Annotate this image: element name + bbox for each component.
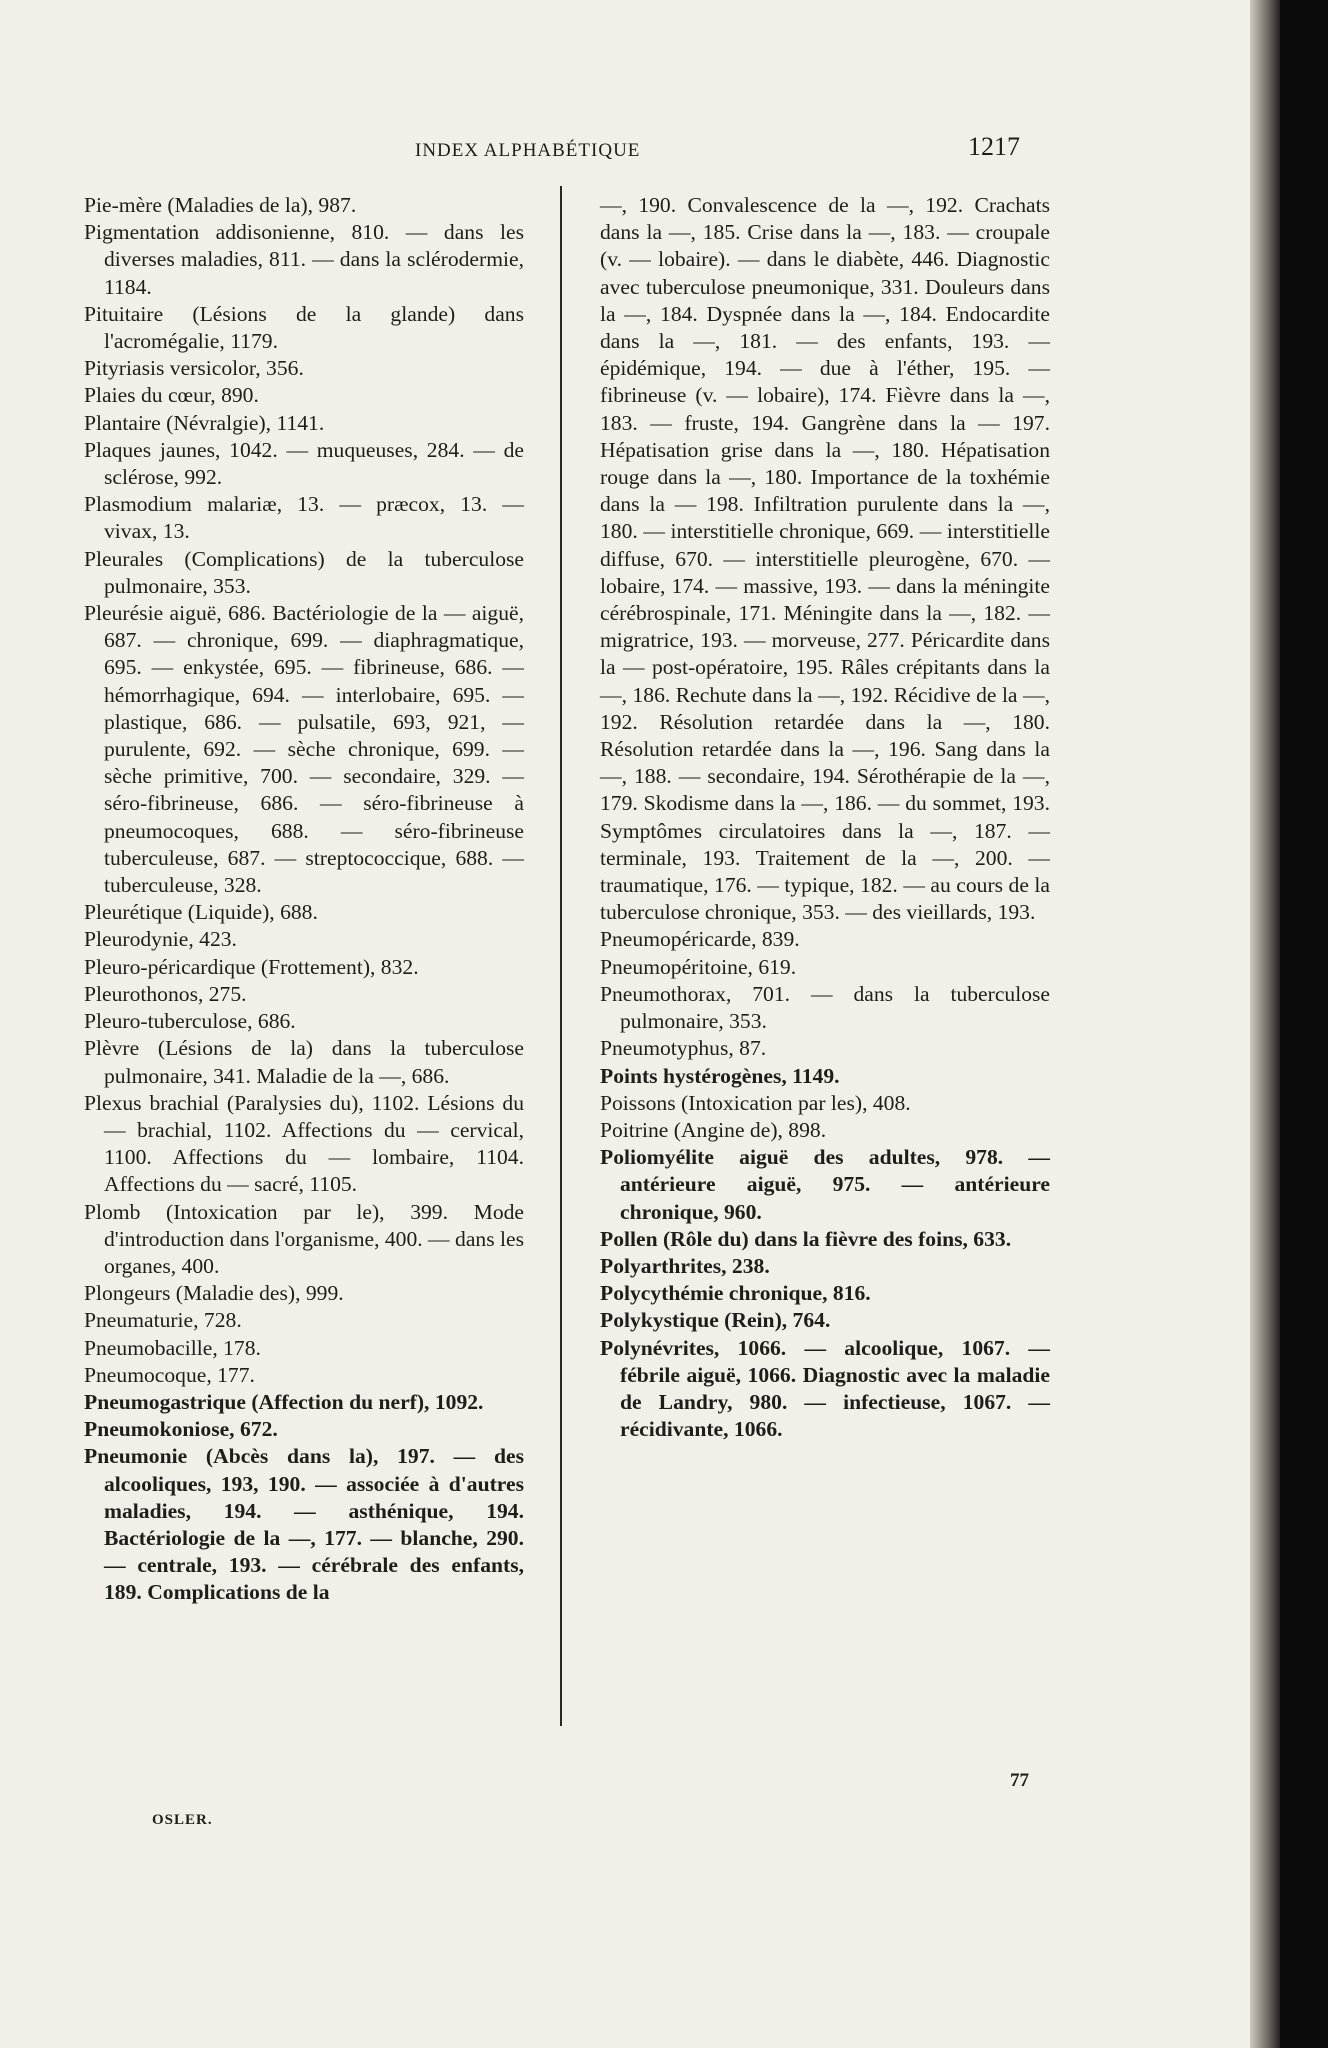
index-entry: Pneumothorax, 701. — dans la tuberculose pulmonaire, 353. bbox=[600, 981, 1050, 1034]
index-entry: Pleurothonos, 275. bbox=[84, 981, 247, 1006]
index-entry: Plantaire (Névralgie), 1141. bbox=[84, 410, 325, 435]
signature-mark: OSLER. bbox=[152, 1812, 213, 1828]
index-entry: Plasmodium malariæ, 13. — præcox, 13. — vivax, 13. bbox=[84, 492, 524, 544]
index-entry: Plexus brachial (Paralysies du), 1102. Lésions du — brachial, 1102. Affections du — cervical, 1100. Affections du — lombaire, 1104. Affections du — sacré, 1105. bbox=[84, 1090, 524, 1197]
page-edge bbox=[1250, 0, 1280, 2048]
index-entry: Pigmentation addisonienne, 810. — dans les diverses maladies, 811. — dans la sclérodermie, 1184. bbox=[84, 220, 524, 299]
index-entry: Pneumokoniose, 672. bbox=[84, 1417, 278, 1442]
index-entry: Pneumopéricarde, 839. bbox=[600, 927, 800, 952]
index-entry: Plèvre (Lésions de la) dans la tuberculose pulmonaire, 341. Maladie de la —, 686. bbox=[84, 1036, 524, 1088]
index-entry: Pleurésie aiguë, 686. Bactériologie de la — aiguë, 687. — chronique, 699. — diaphragmatique, 695. — enkystée, 695. — fibrineuse, 686. — hémorrhagique, 694. — interlobaire, 695. — plastique, 686. — pulsatile, 693, 921, — purulente, 692. — sèche chronique, 699. — sèche primitive, 700. — secondaire, 329. — séro-fibrineuse, 686. — séro-fibrineuse à pneumocoques, 688. — séro-fibrineuse tuberculeuse, 687. — streptococcique, 688. — tuberculeuse, 328. bbox=[84, 601, 524, 898]
index-entry: Polykystique (Rein), 764. bbox=[600, 1308, 831, 1333]
index-entry: Pleuro-tuberculose, 686. bbox=[84, 1009, 296, 1034]
index-entry: Pneumogastrique (Affection du nerf), 1092. bbox=[84, 1389, 484, 1414]
index-entry: Pneumobacille, 178. bbox=[84, 1335, 261, 1360]
running-title: INDEX ALPHABÉTIQUE bbox=[415, 140, 641, 161]
index-entry: Pneumonie (Abcès dans la), 197. — des alcooliques, 193, 190. — associée à d'autres maladies, 194. — asthénique, 194. Bactériologie de la —, 177. — blanche, 290. — centrale, 193. — cérébrale des enfants, 189. Complications de la bbox=[84, 1444, 524, 1605]
index-entry: Pleurétique (Liquide), 688. bbox=[84, 900, 318, 925]
page-number: 1217 bbox=[968, 132, 1020, 161]
index-entry: Poitrine (Angine de), 898. bbox=[600, 1117, 827, 1142]
index-entry: Pituitaire (Lésions de la glande) dans l'acromégalie, 1179. bbox=[84, 301, 524, 354]
index-entry: Pityriasis versicolor, 356. bbox=[84, 356, 304, 381]
index-entry: Pneumaturie, 728. bbox=[84, 1308, 242, 1333]
index-entry: Pie-mère (Maladies de la), 987. bbox=[84, 193, 357, 217]
index-entry: Plaques jaunes, 1042. — muqueuses, 284. — de sclérose, 992. bbox=[84, 437, 524, 490]
index-entry: Pleuro-péricardique (Frottement), 832. bbox=[84, 954, 419, 979]
index-column-right bbox=[600, 192, 1050, 1443]
index-entry: Pneumocoque, 177. bbox=[84, 1362, 255, 1387]
index-entry: Pleurodynie, 423. bbox=[84, 927, 237, 952]
index-entry: Pleurales (Complications) de la tuberculose pulmonaire, 353. bbox=[84, 546, 524, 598]
index-entry-continuation: —, 190. Convalescence de la —, 192. Crachats dans la —, 185. Crise dans la —, 183. — croupale (v. — lobaire). — dans le diabète, 446. Diagnostic avec tuberculose pneumonique, 331. Douleurs dans la —, 184. Dyspnée dans la —, 184. Endocardite dans la —, 181. — des enfants, 193. — épidémique, 194. — due à l'éther, 195. — fibrineuse (v. — lobaire), 174. Fièvre dans la —, 183. — fruste, 194. Gangrène dans la — 197. Hépatisation grise dans la —, 180. Hépatisation rouge dans la —, 180. Importance de la toxhémie dans la — 198. Infiltration purulente dans la —, 180. — interstitielle chronique, 669. — interstitielle diffuse, 670. — interstitielle pleurogène, 670. — lobaire, 174. — massive, 193. — dans la méningite cérébrospinale, 171. Méningite dans la —, 182. — migratrice, 193. — morveuse, 277. Péricardite dans la — post-opératoire, 195. Râles crépitants dans la —, 186. Rechute dans la —, 192. Récidive de la —, 192. Résolution retardée dans la —, 180. Résolution retardée dans la —, 196. Sang dans la —, 188. — secondaire, 194. Sérothérapie de la —, 179. Skodisme dans la —, 186. — du sommet, 193. Symptômes circulatoires dans la —, 187. — terminale, 193. Traitement de la —, 200. — traumatique, 176. — typique, 182. — au cours de la tuberculose chronique, 353. — des vieillards, 193. bbox=[600, 193, 1050, 925]
index-entry: Pneumopéritoine, 619. bbox=[600, 954, 797, 979]
index-entry: Pollen (Rôle du) dans la fièvre des foins, 633. bbox=[600, 1226, 1012, 1251]
column-divider bbox=[560, 186, 562, 1726]
index-entry: Pneumotyphus, 87. bbox=[600, 1036, 767, 1061]
index-entry: Points hystérogènes, 1149. bbox=[600, 1063, 840, 1088]
index-entry: Plaies du cœur, 890. bbox=[84, 383, 259, 408]
index-entry: Polycythémie chronique, 816. bbox=[600, 1281, 871, 1306]
index-column-left bbox=[84, 192, 524, 1607]
index-entry: Plomb (Intoxication par le), 399. Mode d'introduction dans l'organisme, 400. — dans les organes, 400. bbox=[84, 1199, 525, 1278]
sheet-number: 77 bbox=[1010, 1770, 1029, 1791]
index-entry: Poissons (Intoxication par les), 408. bbox=[600, 1090, 911, 1115]
index-entry: Polyarthrites, 238. bbox=[600, 1253, 770, 1278]
index-entry: Plongeurs (Maladie des), 999. bbox=[84, 1281, 344, 1306]
index-entry: Polynévrites, 1066. — alcoolique, 1067. — fébrile aiguë, 1066. Diagnostic avec la maladie de Landry, 980. — infectieuse, 1067. — récidivante, 1066. bbox=[600, 1335, 1050, 1442]
index-entry: Poliomyélite aiguë des adultes, 978. — antérieure aiguë, 975. — antérieure chronique, 960. bbox=[600, 1145, 1050, 1224]
